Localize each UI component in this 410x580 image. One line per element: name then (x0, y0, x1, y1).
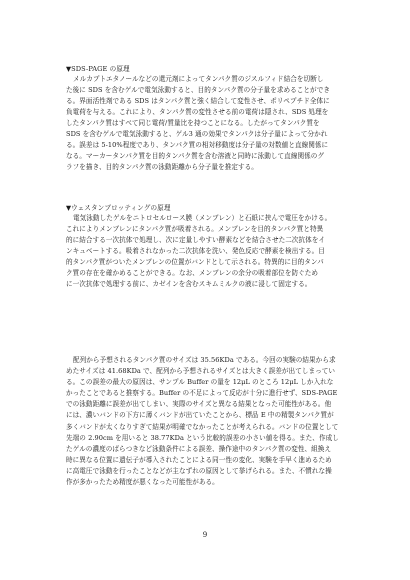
paragraph-line: たゲルの濃度のばらつきなど泳動条件による誤差、操作途中のタンパク質の変性、組換え (66, 444, 332, 453)
paragraph-line: ラフを描き、目的タンパク質の泳動距離から分子量を推定する。 (66, 162, 258, 171)
paragraph-line: 負電荷を与える。これにより、タンパク質の変性させる前の電荷は隠され、SDS 処理を (66, 107, 329, 116)
paragraph-line: メルカプトエタノールなどの還元剤によってタンパク質のジスルフィド結合を切断し (73, 75, 324, 83)
paragraph-line: 的タンパク質がついたメンブレンの位置がバンドとして示される。特異的に目的タンパ (66, 257, 324, 266)
paragraph-line: た後に SDS を含むゲルで電気泳動すると、目的タンパク質の分子量を求めることができ (66, 85, 330, 94)
paragraph-line: なる。マーカータンパク質を目的タンパク質を含む溶液と同時に泳動して直線関係のグ (66, 151, 325, 160)
sds-page-heading: ▼SDS-PAGE の原理 (66, 65, 130, 73)
paragraph-line: る。誤差は 5-10%程度であり、タンパク質の相対移動度は分子量の対数値と直線関係に (66, 140, 329, 149)
page-number: 9 (202, 531, 208, 539)
paragraph-line: 先端の 2.90cm を用いると 38.77KDa という比較的誤差の小さい値を得る。また、作成し (66, 433, 339, 442)
paragraph-line: SDS を含むゲルで電気泳動すると、ゲル3 通の効果でタンパクは分子量によって分かれ (66, 129, 328, 138)
western-blotting-heading: ▼ウェスタンブロッティングの原理 (66, 204, 171, 212)
paragraph-line: での泳動距離に誤差が出てしまい、実際のサイズと異なる結果となった可能性がある。他 (66, 400, 332, 409)
paragraph-line: 作が多かったため精度が悪くなった可能性がある。 (66, 478, 219, 487)
paragraph-line: る。この誤差の最大の原因は、サンプル Buffer の量を 12μL のところ 12μL しか入れな (66, 378, 334, 387)
paragraph-line: る。界面活性剤である SDS はタンパク質と強く結合して変性させ、ポリペプチド全体に (66, 96, 330, 105)
paragraph-line: これによりメンブレンにタンパク質が吸着される。メンブレンを目的タンパク質と特異 (66, 224, 324, 233)
western-blotting-principle-section (66, 203, 348, 290)
paragraph-line: ク質の存在を確かめることができる。なお、メンブレンの余分の吸着部位を防ぐため (66, 268, 319, 277)
paragraph-line: に一次抗体で処理する前に、カゼインを含むスキムミルクの液に浸して固定する。 (66, 279, 312, 288)
paragraph-line: 電気泳動したゲルをニトロセルロース膜（メンブレン）と石紙に挟んで電圧をかける。 (73, 214, 332, 222)
paragraph-line: 時に異なる位置に遺伝子が導入されたことによる同一性の変化、実験を手早く進めるため (66, 455, 332, 464)
discussion-section (66, 355, 348, 488)
paragraph-line: ンキュベートする。吸着されなかった二次抗体を洗い、発色反応で酵素を検出する。目 (66, 246, 325, 255)
sds-page-principle-section (66, 64, 348, 172)
paragraph-line: かったことであると推察する。Buffer の不足によって反応が十分に進行せず、SDS-PAGE (66, 389, 338, 398)
paragraph-line: したタンパク質はすべて同じ電荷/質量比を持つことになる。したがってタンパク質を (66, 118, 320, 127)
paragraph-line: 多くバンドが太くなりすぎて結果が明確でなかったことが考えられる。バンドの位置として (66, 422, 339, 431)
paragraph-line: めたサイズは 41.68KDa で、配列から予想されるサイズとは大きく誤差が出てしまってい (66, 367, 336, 376)
paragraph-line: 配列から予想されるタンパク質のサイズは 35.56KDa である。今回の実験の結果から求 (73, 356, 336, 364)
paragraph-line: に高電圧で泳動を行ったことなどが主なずれの原因として挙げられる。また、不慣れな操 (66, 466, 332, 475)
paragraph-line: には、濃いバンドの下方に薄くバンドが出ていたことから、標品 E 中の精製タンパク質が (66, 411, 334, 420)
paragraph-line: 的に結合する一次抗体で処理し、次に定量しやすい酵素などを結合させた二次抗体をイ (66, 235, 326, 244)
